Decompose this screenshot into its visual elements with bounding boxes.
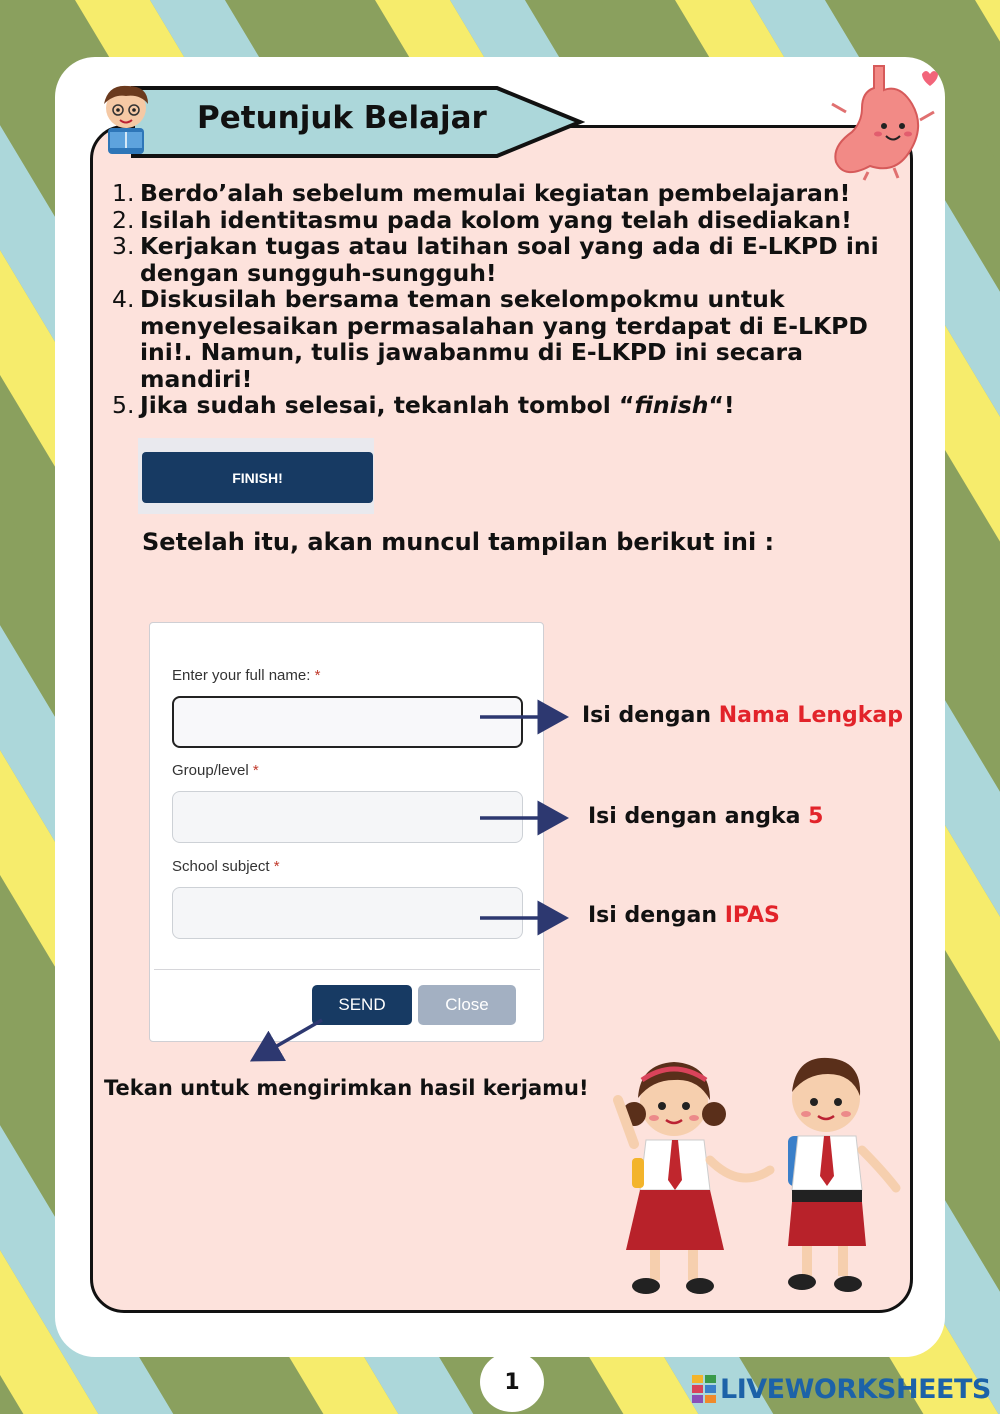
note-full-name: Isi dengan Nama Lengkap xyxy=(582,703,903,728)
brand-text: LIVEWORKSHEETS xyxy=(720,1373,991,1405)
instruction-number: 3. xyxy=(112,232,135,260)
liveworksheets-logo-icon xyxy=(692,1375,716,1403)
school-subject-input[interactable] xyxy=(172,887,523,939)
page-number: 1 xyxy=(480,1352,544,1412)
instruction-number: 1. xyxy=(112,179,135,207)
instruction-item xyxy=(112,286,902,392)
submit-form xyxy=(149,622,544,1042)
instruction-text-after: “! xyxy=(708,391,735,419)
instruction-text: Kerjakan tugas atau latihan soal yang ada di E-LKPD ini dengan sungguh-sungguh! xyxy=(140,232,879,287)
instruction-item xyxy=(112,207,902,234)
note-group-level: Isi dengan angka 5 xyxy=(588,804,824,829)
boy-reading-icon xyxy=(96,82,156,162)
field-label-school-subject: School subject * xyxy=(172,858,280,875)
instruction-item xyxy=(112,233,902,286)
required-mark: * xyxy=(314,667,321,684)
note-school-subject: Isi dengan IPAS xyxy=(588,903,780,928)
full-name-input[interactable] xyxy=(172,696,523,748)
required-mark: * xyxy=(252,762,259,779)
required-mark: * xyxy=(273,858,280,875)
instruction-text: Berdo’alah sebelum memulai kegiatan pembelajaran! xyxy=(140,179,851,207)
field-label-full-name: Enter your full name: * xyxy=(172,667,321,684)
stomach-character-icon xyxy=(822,62,942,182)
field-label-group-level: Group/level * xyxy=(172,762,259,779)
after-text: Setelah itu, akan muncul tampilan berikut ini : xyxy=(142,528,775,556)
instruction-number: 4. xyxy=(112,285,135,313)
close-button[interactable]: Close xyxy=(418,985,516,1025)
instruction-list xyxy=(112,180,902,419)
page-title: Petunjuk Belajar xyxy=(197,100,487,136)
instruction-item xyxy=(112,180,902,207)
school-children-icon xyxy=(612,1040,908,1302)
press-text: Tekan untuk mengirimkan hasil kerjamu! xyxy=(104,1076,589,1100)
instruction-text-before: Jika sudah selesai, tekanlah tombol “ xyxy=(140,391,635,419)
finish-button[interactable]: FINISH! xyxy=(142,452,373,503)
instruction-text-italic: finish xyxy=(634,391,709,419)
instruction-item xyxy=(112,392,902,419)
instruction-text: Diskusilah bersama teman sekelompokmu untuk menyelesaikan permasalahan yang terdapat di E-LKPD ini!. Namun, tulis jawabanmu di E-LKPD ini secara mandiri! xyxy=(140,285,868,393)
form-divider xyxy=(154,969,540,970)
instruction-number: 2. xyxy=(112,205,135,234)
finish-button-screenshot xyxy=(138,438,374,514)
send-button[interactable]: SEND xyxy=(312,985,412,1025)
brand xyxy=(692,1372,991,1406)
instruction-number: 5. xyxy=(112,391,135,419)
group-level-input[interactable] xyxy=(172,791,523,843)
instruction-text: Isilah identitasmu pada kolom yang telah disediakan! xyxy=(140,205,852,234)
